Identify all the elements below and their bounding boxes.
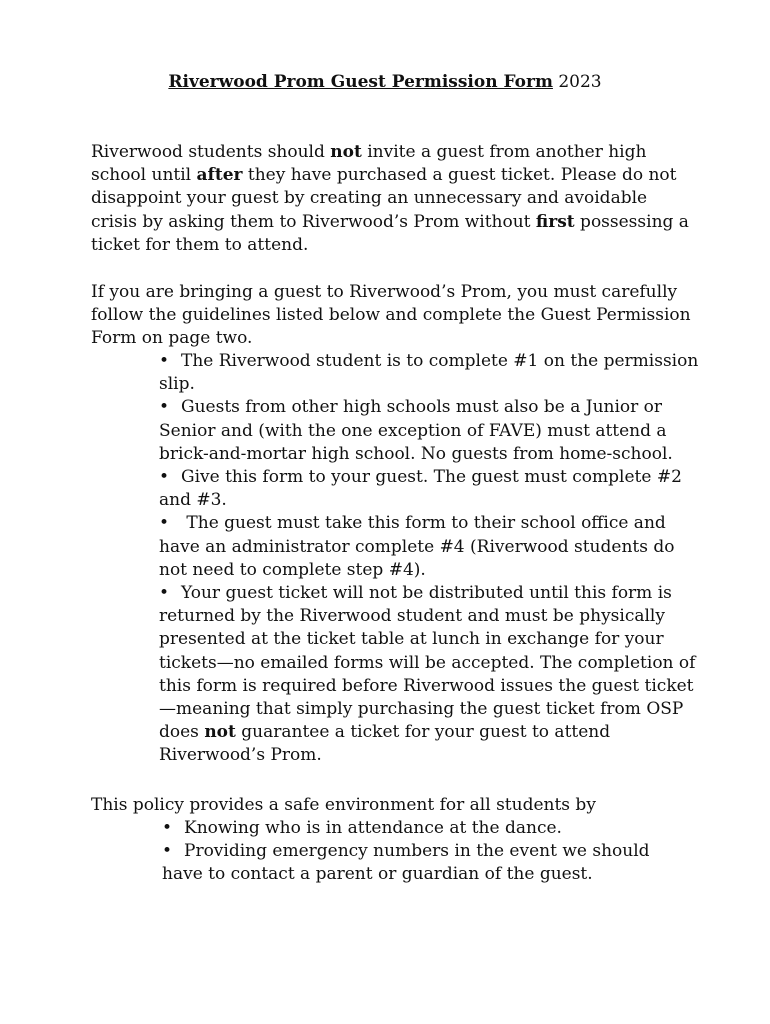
page-title: [0, 70, 770, 94]
list-item: [159, 466, 699, 512]
intro-bold-not: not: [330, 142, 362, 162]
intro-text-2: invite a guest from another high school until: [91, 142, 647, 186]
bullet-icon: •: [159, 351, 170, 371]
guideline-text: Your guest ticket will not be distributed until this form is returned by the Riverwood student and must be physically presented at the ticket table at lunch in exchange for your tickets—no emailed forms will be accepted. The completion of this form is required before Riverwood issues the guest ticket—meaning that simply purchasing the guest ticket from OSP does: [159, 583, 696, 743]
intro-text-3: they have purchased a guest ticket. Please do not disappoint your guest by creating an unnecessary and avoidable crisis by asking them to Riverwood’s Prom without: [91, 165, 677, 232]
policy-intro: This policy provides a safe environment for all students by: [91, 795, 596, 815]
list-item: [162, 817, 682, 840]
bullet-icon: •: [159, 513, 170, 534]
intro-bold-after: after: [196, 165, 243, 186]
title-text: Riverwood Prom Guest Permission Form: [168, 72, 553, 92]
guideline-bold-not: not: [204, 722, 236, 743]
guidelines-paragraph: If you are bringing a guest to Riverwood’s Prom, you must carefully follow the guidelines listed below and complete the Guest Permission Form on page two.: [91, 282, 691, 349]
intro-paragraph: [91, 141, 691, 257]
bullet-icon: •: [159, 583, 170, 604]
intro-text-1: Riverwood students should: [91, 142, 331, 162]
guideline-text: Give this form to your guest. The guest must complete #2 and #3.: [159, 467, 682, 511]
guideline-text-end: guarantee a ticket for your guest to attend Riverwood’s Prom.: [159, 722, 611, 766]
policy-item-text: Knowing who is in attendance at the dance.: [184, 818, 562, 838]
bullet-icon: •: [159, 467, 170, 488]
list-item: [159, 396, 699, 466]
list-item: [159, 582, 699, 768]
list-item: [159, 512, 699, 582]
guideline-text: Guests from other high schools must also be a Junior or Senior and (with the one exception of FAVE) must attend a brick-and-mortar high school. No guests from home-school.: [159, 397, 673, 464]
title-year: 2023: [558, 72, 602, 92]
list-item: [162, 840, 682, 886]
bullet-icon: •: [159, 397, 170, 418]
policy-list: [162, 817, 682, 887]
bullet-icon: •: [162, 818, 173, 838]
bullet-icon: •: [162, 841, 173, 862]
intro-bold-first: first: [535, 211, 575, 232]
intro-text-4: possessing a ticket for them to attend.: [91, 211, 689, 255]
list-item: [159, 350, 699, 396]
guidelines-list: [159, 350, 699, 768]
guideline-text: The Riverwood student is to complete #1 on the permission slip.: [159, 351, 699, 395]
policy-item-text: Providing emergency numbers in the event we should have to contact a parent or guardian of the guest.: [162, 841, 650, 885]
guideline-text: The guest must take this form to their school office and have an administrator complete #4 (Riverwood students do not need to complete step #4).: [159, 513, 675, 580]
